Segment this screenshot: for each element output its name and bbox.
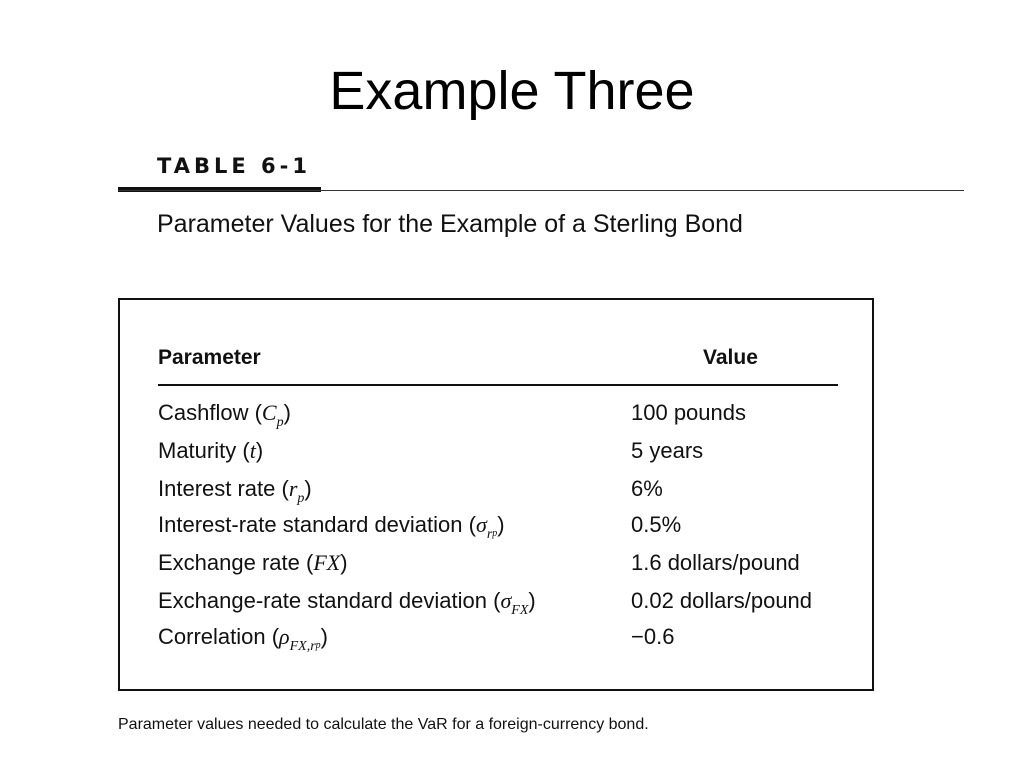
parameter-cell: Exchange-rate standard deviation $(\sigma_{FX})$ xyxy=(158,588,536,618)
slide-title: Example Three xyxy=(329,61,695,121)
parameter-cell: Cashflow $(C_p)$ xyxy=(158,400,291,430)
value-cell: 6% xyxy=(631,476,663,501)
table-caption: Parameter Values for the Example of a Sterling Bond xyxy=(157,210,743,238)
column-header-value: Value xyxy=(703,346,758,369)
table-row xyxy=(158,438,848,474)
value-cell: −0.6 xyxy=(631,624,675,649)
table-row xyxy=(158,476,848,512)
header-rule xyxy=(158,384,838,386)
parameter-cell: Correlation $(\rho_{FX,r}p)$ xyxy=(158,624,328,654)
parameter-cell: Exchange rate (FX) xyxy=(158,550,348,575)
table-label-rule xyxy=(118,190,964,191)
table-row xyxy=(158,512,848,548)
value-cell: 1.6 dollars/pound xyxy=(631,550,800,575)
table-footnote: Parameter values needed to calculate the VaR for a foreign-currency bond. xyxy=(118,716,649,733)
column-header-parameter: Parameter xyxy=(158,346,261,369)
table-label: TABLE 6-1 xyxy=(157,154,311,178)
table-row xyxy=(158,400,848,436)
parameter-table xyxy=(118,298,874,691)
table-row xyxy=(158,588,848,624)
value-cell: 100 pounds xyxy=(631,400,746,425)
value-cell: 5 years xyxy=(631,438,704,463)
value-cell: 0.02 dollars/pound xyxy=(631,588,813,613)
parameter-cell: Interest-rate standard deviation $(\sigma_rp)$ xyxy=(158,512,505,542)
parameter-cell: Interest rate $(r_p)$ xyxy=(158,476,312,506)
value-cell: 0.5% xyxy=(631,512,682,537)
table-row xyxy=(158,624,848,660)
table-row xyxy=(158,550,848,586)
parameter-cell: Maturity (t) xyxy=(158,438,264,463)
